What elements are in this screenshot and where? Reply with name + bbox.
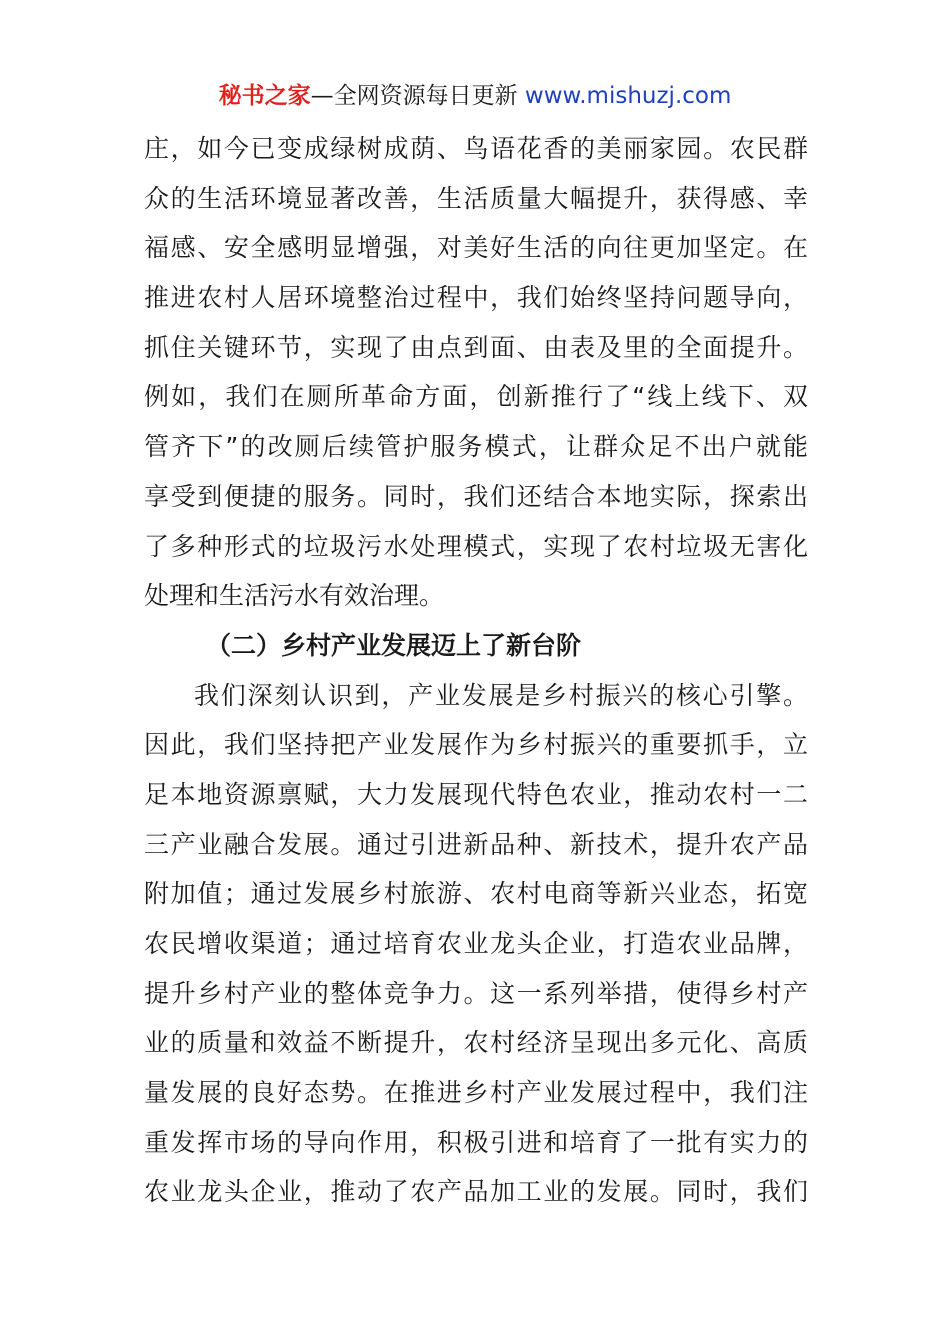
text-line: 量发展的良好态势。在推进乡村产业发展过程中，我们注 (144, 1078, 808, 1108)
text-line: 提升乡村产业的整体竞争力。这一系列举措，使得乡村产 (144, 978, 808, 1008)
section-heading: （二）乡村产业发展迈上了新台阶 (206, 630, 582, 660)
text-line: 附加值；通过发展乡村旅游、农村电商等新兴业态，拓宽 (144, 879, 808, 909)
text-line: 众的生活环境显著改善，生活质量大幅提升，获得感、幸 (144, 183, 808, 213)
text-line: 处理和生活污水有效治理。 (144, 581, 445, 611)
document-body (144, 124, 808, 1217)
text-line: 管齐下”的改厕后续管护服务模式，让群众足不出户就能 (144, 432, 808, 462)
text-line: 庄，如今已变成绿树成荫、鸟语花香的美丽家园。农民群 (144, 134, 808, 163)
text-line: 了多种形式的垃圾污水处理模式，实现了农村垃圾无害化 (144, 531, 808, 561)
text-line: 推进农村人居环境整治过程中，我们始终坚持问题导向， (144, 283, 808, 313)
page-header (0, 80, 950, 112)
site-url[interactable]: www.mishuzj.com (524, 83, 732, 109)
text-line: 足本地资源禀赋，大力发展现代特色农业，推动农村一二 (144, 779, 808, 809)
text-line: 农业龙头企业，推动了农产品加工业的发展。同时，我们 (144, 1177, 808, 1207)
brand-name: 秘书之家 (218, 83, 311, 109)
text-line: 重发挥市场的导向作用，积极引进和培育了一批有实力的 (144, 1127, 808, 1157)
text-line: 业的质量和效益不断提升，农村经济呈现出多元化、高质 (144, 1028, 808, 1058)
text-line: 因此，我们坚持把产业发展作为乡村振兴的重要抓手，立 (144, 730, 808, 760)
text-line: 例如，我们在厕所革命方面，创新推行了“线上线下、双 (144, 382, 808, 412)
text-line: 我们深刻认识到，产业发展是乡村振兴的核心引擎。 (194, 680, 808, 710)
text-line: 三产业融合发展。通过引进新品种、新技术，提升农产品 (144, 829, 808, 859)
text-line: 抓住关键环节，实现了由点到面、由表及里的全面提升。 (144, 332, 808, 362)
header-tagline: —全网资源每日更新 (310, 83, 525, 109)
text-line: 享受到便捷的服务。同时，我们还结合本地实际，探索出 (144, 481, 808, 511)
text-line: 福感、安全感明显增强，对美好生活的向往更加坚定。在 (144, 233, 808, 263)
text-line: 农民增收渠道；通过培育农业龙头企业，打造农业品牌， (144, 929, 808, 958)
